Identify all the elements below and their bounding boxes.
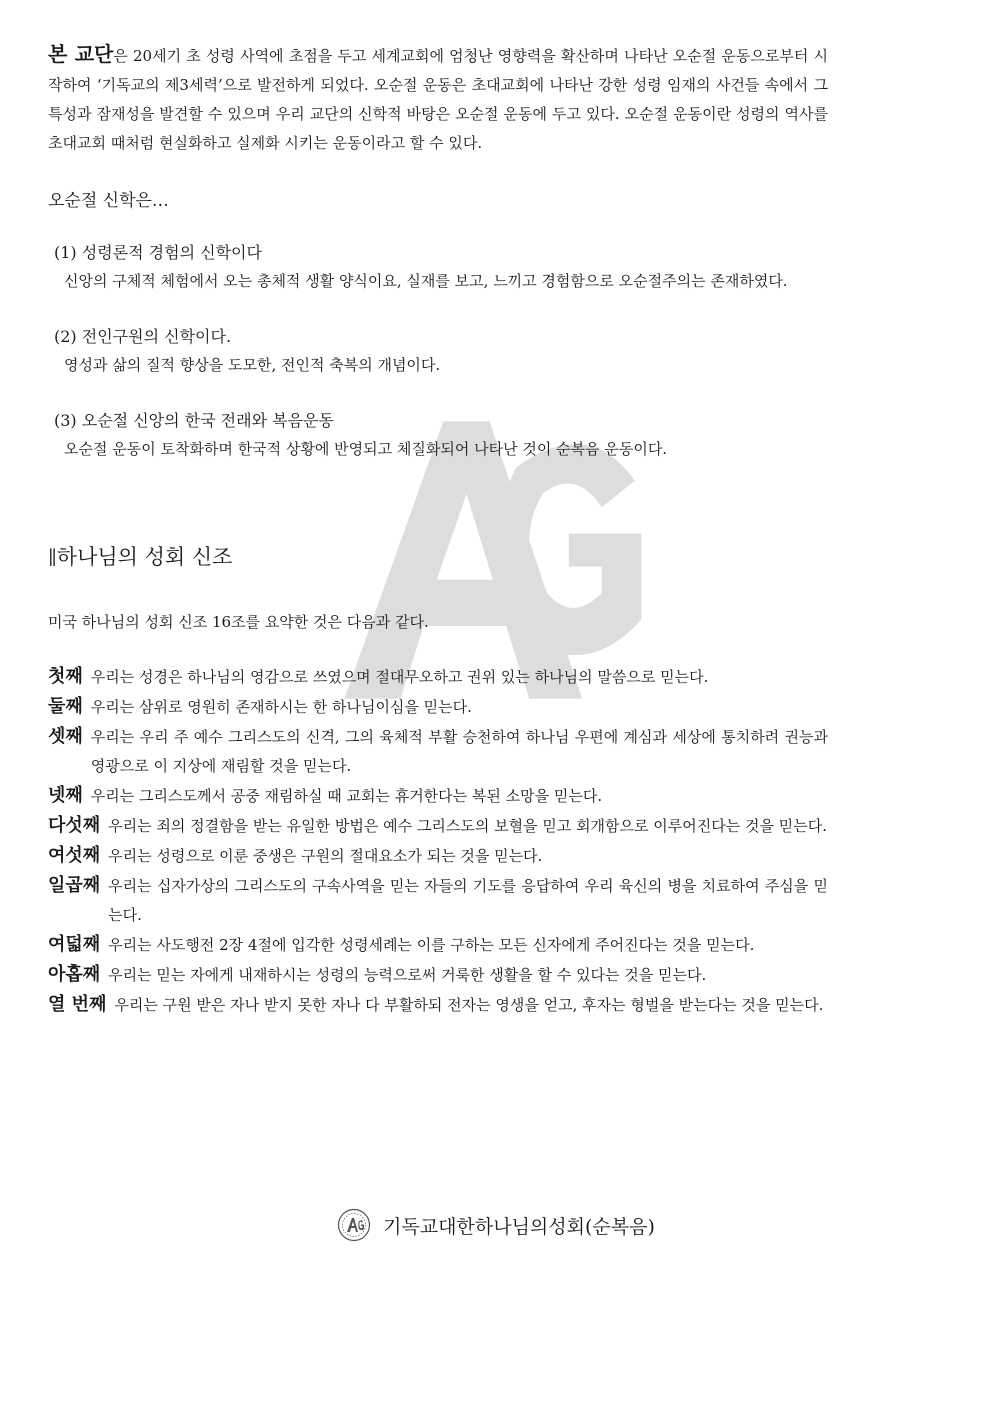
creed-text: 우리는 죄의 정결함을 받는 유일한 방법은 예수 그리스도의 보혈을 믿고 회개함으로 이루어진다는 것을 믿는다. [108, 817, 827, 835]
creed-summary: 미국 하나님의 성회 신조 16조를 요약한 것은 다음과 같다. [48, 613, 429, 631]
theology-item [48, 325, 828, 379]
ag-seal-icon [337, 1208, 371, 1242]
creed-item [48, 811, 828, 841]
creed-text: 우리는 성경은 하나님의 영감으로 쓰였으며 절대무오하고 권위 있는 하나님의 말씀으로 믿는다. [90, 668, 709, 686]
creed-text: 우리는 그리스도께서 공중 재림하실 때 교회는 휴거한다는 복된 소망을 믿는다. [90, 787, 603, 805]
footer-org-name: 기독교대한하나님의성회(순복음) [383, 1215, 655, 1238]
intro-lead: 본 교단 [48, 42, 114, 66]
creed-item [48, 960, 828, 990]
creed-text: 우리는 구원 받은 자나 받지 못한 자나 다 부활하되 전자는 영생을 얻고, 후자는 형벌을 받는다는 것을 믿는다. [114, 996, 824, 1014]
creed-ordinal: 열 번째 [48, 994, 107, 1015]
theology-item-title: (1) 성령론적 경험의 신학이다 [54, 243, 262, 262]
creed-item [48, 781, 828, 811]
theology-item [48, 241, 828, 295]
creed-item [48, 841, 828, 871]
creed-text: 우리는 십자가상의 그리스도의 구속사역을 믿는 자들의 기도를 응답하여 우리 육신의 병을 치료하여 주심을 믿는다. [108, 877, 828, 924]
section-title [48, 541, 828, 571]
creed-ordinal: 아홉째 [48, 964, 101, 985]
theology-item-body: 신앙의 구체적 체험에서 오는 총체적 생활 양식이요, 실재를 보고, 느끼고 경험함으로 오순절주의는 존재하였다. [64, 272, 788, 290]
creed-item [48, 871, 828, 930]
creed-text: 우리는 성령으로 이룬 중생은 구원의 절대요소가 되는 것을 믿는다. [108, 847, 543, 865]
creed-item [48, 692, 828, 722]
creed-ordinal: 일곱째 [48, 875, 101, 896]
creed-ordinal: 첫째 [48, 666, 83, 687]
creed-text: 우리는 사도행전 2장 4절에 입각한 성령세례는 이를 구하는 모든 신자에게 주어진다는 것을 믿는다. [108, 936, 755, 954]
intro-text: 은 20세기 초 성령 사역에 초점을 두고 세계교회에 엄청난 영향력을 확산하며 나타난 오순절 운동으로부터 시작하여 ‘기독교의 제3세력’으로 발전하게 되었다. 오순절 운동은 초대교회에 나타난 강한 성령 임재의 사건들 속에서 그 특성과 잠재성을 발견할 수 있으며 우리 교단의 신학적 바탕은 오순절 운동에 두고 있다. 오순절 운동이란 성령의 역사를 초대교회 때처럼 현실화하고 실제화 시키는 운동이라고 할 수 있다. [48, 47, 828, 152]
document-body [48, 40, 828, 1020]
creed-ordinal: 둘째 [48, 696, 83, 717]
creed-item [48, 990, 828, 1020]
creed-text: 우리는 믿는 자에게 내재하시는 성령의 능력으로써 거룩한 생활을 할 수 있다는 것을 믿는다. [108, 966, 707, 984]
creed-item [48, 662, 828, 692]
creed-item [48, 930, 828, 960]
creed-list [48, 662, 828, 1020]
theology-item-title: (2) 전인구원의 신학이다. [54, 327, 232, 346]
theology-item [48, 409, 828, 463]
section-bar: ∥ [48, 547, 57, 569]
theology-item-title: (3) 오순절 신앙의 한국 전래와 복음운동 [54, 411, 334, 430]
theology-heading: 오순절 신학은… [48, 191, 169, 211]
creed-text: 우리는 삼위로 영원히 존재하시는 한 하나님이심을 믿는다. [90, 698, 472, 716]
section-title-text: 하나님의 성회 신조 [56, 545, 233, 569]
creed-ordinal: 여섯째 [48, 845, 101, 866]
intro-paragraph [48, 40, 828, 158]
creed-ordinal: 넷째 [48, 785, 83, 806]
theology-item-body: 영성과 삶의 질적 향상을 도모한, 전인적 축복의 개념이다. [64, 356, 441, 374]
creed-ordinal: 여덟째 [48, 934, 101, 955]
creed-ordinal: 셋째 [48, 726, 83, 747]
creed-ordinal: 다섯째 [48, 815, 101, 836]
footer [0, 1208, 992, 1242]
creed-item [48, 722, 828, 781]
theology-item-body: 오순절 운동이 토착화하며 한국적 상황에 반영되고 체질화되어 나타난 것이 순복음 운동이다. [64, 440, 668, 458]
creed-text: 우리는 우리 주 예수 그리스도의 신격, 그의 육체적 부활 승천하여 하나님 우편에 계심과 세상에 통치하려 권능과 영광으로 이 지상에 재림할 것을 믿는다. [90, 728, 828, 775]
